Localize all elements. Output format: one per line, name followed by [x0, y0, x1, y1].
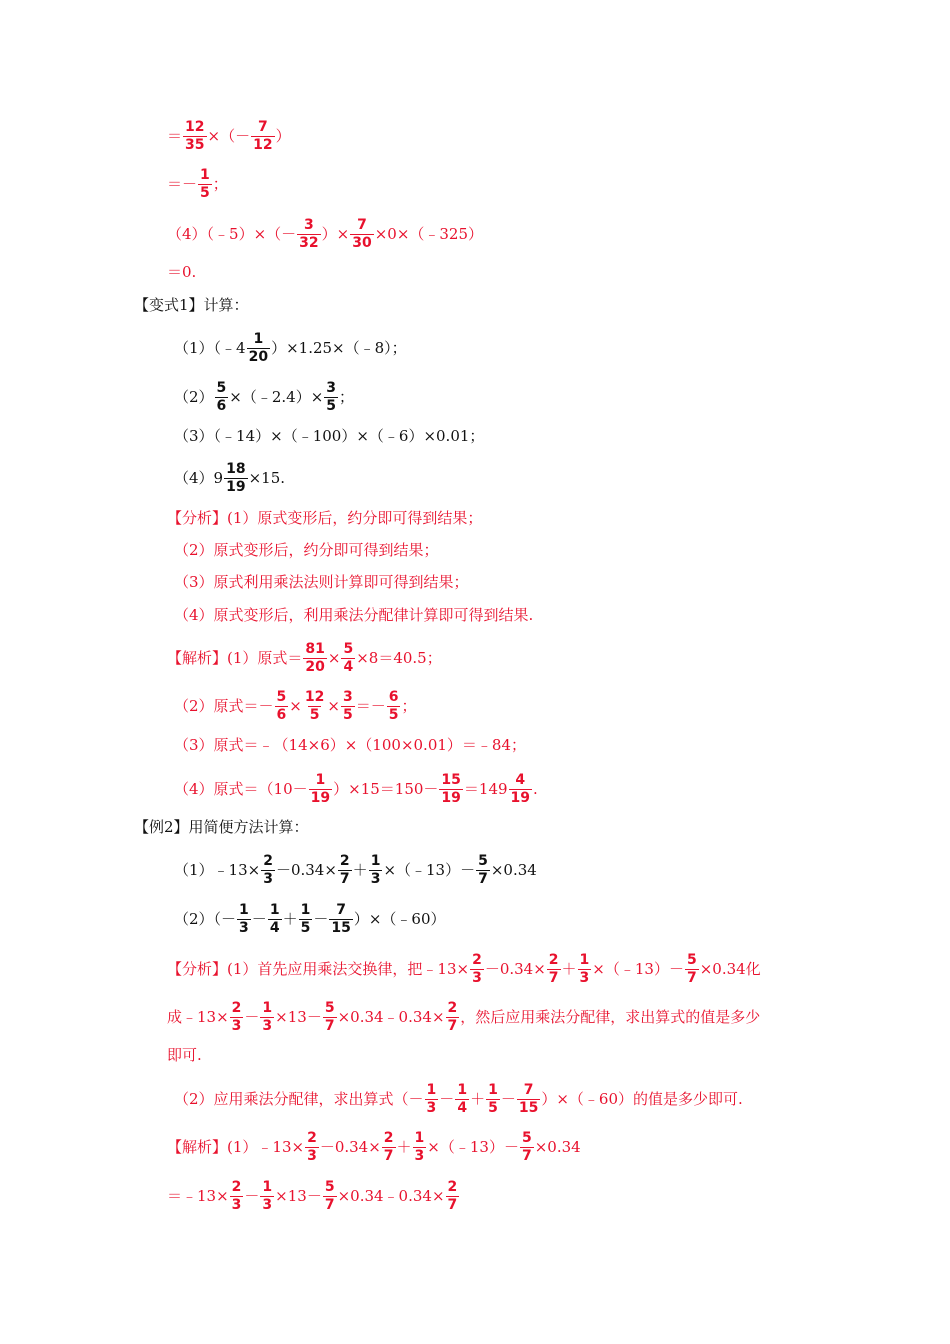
fraction-denominator: 7 [686, 969, 697, 986]
text-line [174, 854, 537, 887]
fraction [329, 903, 352, 936]
fraction [230, 1001, 244, 1034]
fraction-denominator: 7 [548, 969, 559, 986]
fraction-denominator: 35 [185, 136, 205, 153]
text-run: （2） [174, 387, 214, 406]
text-line [167, 953, 761, 986]
text-run: ×13－ [275, 1186, 322, 1205]
text-run: 【解析】(1）﹣13× [167, 1137, 305, 1156]
fraction-numerator: 1 [426, 1081, 437, 1098]
fraction [446, 1180, 460, 1213]
fraction [261, 854, 275, 887]
fraction [382, 1131, 396, 1164]
text-run: － [439, 1089, 455, 1108]
fraction-denominator: 19 [310, 789, 331, 806]
fraction-denominator: 5 [300, 919, 311, 936]
text-run: × [289, 696, 302, 715]
text-run: × [327, 648, 341, 667]
fraction-denominator: 12 [253, 136, 273, 153]
text-line [167, 218, 483, 251]
text-line [134, 817, 309, 836]
fraction-numerator: 2 [263, 852, 273, 869]
text-run: （2）原式变形后，约分即可得到结果； [174, 540, 439, 559]
text-run: ×0.34 [534, 1137, 581, 1156]
fraction-numerator: 5 [521, 1129, 532, 1146]
text-run: －0.34× [484, 959, 546, 978]
text-line [167, 1131, 581, 1164]
fraction [517, 1083, 540, 1116]
fraction-numerator: 2 [307, 1129, 317, 1146]
fraction [387, 690, 401, 723]
fraction-numerator: 5 [324, 999, 335, 1016]
fraction-numerator: 15 [441, 771, 461, 788]
text-run: （1）﹣13× [174, 860, 261, 879]
text-run: （3）原式＝﹣（14×6）×（100×0.01）＝﹣84； [174, 735, 526, 754]
text-run: 【解析】(1）原式＝ [167, 648, 303, 667]
fraction-numerator: 1 [262, 1178, 273, 1195]
fraction [341, 642, 355, 675]
fraction [303, 690, 326, 723]
fraction-denominator: 4 [457, 1099, 468, 1116]
fraction-numerator: 1 [200, 166, 210, 183]
fraction-numerator: 3 [304, 216, 314, 233]
fraction-denominator: 3 [370, 870, 381, 887]
text-run: 【变式1】计算： [134, 295, 249, 314]
fraction-denominator: 3 [414, 1147, 425, 1164]
fraction [476, 854, 490, 887]
text-line [174, 462, 285, 495]
fraction-denominator: 5 [342, 706, 353, 723]
fraction-denominator: 20 [305, 658, 325, 675]
text-line [174, 381, 354, 414]
fraction-numerator: 1 [579, 951, 590, 968]
text-run: ＋ [561, 959, 577, 978]
text-run: ＋ [282, 909, 298, 928]
fraction-numerator: 1 [239, 901, 249, 918]
text-line [174, 540, 439, 559]
text-line [167, 262, 197, 281]
fraction-numerator: 7 [523, 1081, 534, 1098]
text-run: ）×15＝150－ [333, 779, 439, 798]
text-run: （2）原式＝－ [174, 696, 274, 715]
fraction [369, 854, 383, 887]
fraction [578, 953, 592, 986]
fraction-denominator: 7 [478, 870, 488, 887]
fraction-denominator: 7 [339, 870, 350, 887]
fraction [455, 1083, 469, 1116]
text-run: － [244, 1007, 260, 1026]
fraction-denominator: 5 [488, 1099, 498, 1116]
text-run: ×15. [248, 468, 286, 487]
fraction [260, 1001, 274, 1034]
text-run: （3）原式利用乘法法则计算即可得到结果； [174, 572, 469, 591]
text-run: ＝－ [167, 174, 198, 193]
fraction-denominator: 4 [343, 658, 354, 675]
text-line [174, 773, 538, 806]
text-line [167, 508, 483, 527]
fraction-numerator: 81 [305, 640, 325, 657]
text-run: ； [212, 174, 228, 193]
fraction [237, 903, 251, 936]
fraction [486, 1083, 500, 1116]
fraction [251, 120, 274, 153]
fraction [425, 1083, 439, 1116]
fraction [323, 1001, 337, 1034]
text-run: （4）原式＝（10－ [174, 779, 308, 798]
fraction-numerator: 7 [336, 901, 346, 918]
fraction [520, 1131, 534, 1164]
fraction-numerator: 1 [457, 1081, 468, 1098]
fraction-numerator: 5 [216, 379, 227, 396]
fraction [685, 953, 699, 986]
fraction [341, 690, 355, 723]
fraction-numerator: 1 [414, 1129, 425, 1146]
text-run: ×0.34﹣0.34× [337, 1186, 445, 1205]
fraction [297, 218, 320, 251]
fraction [413, 1131, 427, 1164]
fraction-denominator: 19 [226, 478, 246, 495]
fraction-numerator: 5 [478, 852, 488, 869]
text-line [174, 690, 416, 723]
fraction-denominator: 19 [441, 789, 461, 806]
fraction [446, 1001, 460, 1034]
fraction-numerator: 2 [383, 1129, 394, 1146]
fraction-numerator: 5 [276, 688, 287, 705]
text-line [134, 295, 249, 314]
fraction [275, 690, 289, 723]
fraction-numerator: 18 [226, 460, 246, 477]
text-run: （2）应用乘法分配律，求出算式（－ [174, 1089, 424, 1108]
fraction-denominator: 5 [388, 706, 399, 723]
text-line [174, 735, 526, 754]
text-run: ＝﹣13× [167, 1186, 229, 1205]
text-run: － [500, 1089, 516, 1108]
text-line [167, 120, 291, 153]
text-run: ）×1.25×（﹣8）； [271, 338, 407, 357]
fraction-numerator: 12 [304, 688, 325, 705]
fraction-numerator: 1 [262, 999, 273, 1016]
fraction-numerator: 5 [324, 1178, 335, 1195]
fraction-denominator: 7 [447, 1017, 458, 1034]
fraction-numerator: 5 [343, 640, 354, 657]
fraction [247, 332, 270, 365]
fraction-numerator: 5 [686, 951, 697, 968]
fraction-numerator: 1 [269, 901, 280, 918]
fraction-denominator: 3 [239, 919, 249, 936]
fraction-numerator: 12 [185, 118, 205, 135]
fraction-denominator: 3 [262, 1017, 273, 1034]
fraction-denominator: 15 [331, 919, 351, 936]
text-run: ×13－ [275, 1007, 322, 1026]
text-run: ＋ [352, 860, 368, 879]
text-run: ） [275, 126, 291, 145]
fraction [305, 1131, 319, 1164]
text-run: －0.34× [319, 1137, 381, 1156]
text-run: ×8＝40.5； [356, 648, 442, 667]
fraction-denominator: 5 [326, 397, 337, 414]
text-run: ×0.34﹣0.34× [337, 1007, 445, 1026]
fraction-denominator: 15 [518, 1099, 539, 1116]
fraction-denominator: 3 [579, 969, 590, 986]
text-run: ，然后应用乘法分配律，求出算式的值是多少 [460, 1007, 761, 1026]
fraction [470, 953, 484, 986]
fraction [547, 953, 561, 986]
text-run: （4）9 [174, 468, 224, 487]
fraction-denominator: 3 [263, 870, 273, 887]
fraction-numerator: 3 [342, 688, 353, 705]
text-run: ×0.34化 [699, 959, 761, 978]
fraction-numerator: 1 [488, 1081, 498, 1098]
text-run: ＋ [396, 1137, 412, 1156]
text-line [174, 605, 534, 624]
fraction-numerator: 2 [447, 1178, 458, 1195]
fraction-numerator: 1 [253, 330, 264, 347]
fraction-denominator: 19 [510, 789, 531, 806]
fraction [350, 218, 373, 251]
fraction-denominator: 3 [231, 1196, 242, 1213]
fraction-denominator: 3 [472, 969, 482, 986]
text-run: ＝0. [167, 262, 197, 281]
text-run: ×（﹣13）－ [592, 959, 684, 978]
fraction [509, 773, 532, 806]
text-run: ； [401, 696, 417, 715]
text-run: ＋ [470, 1089, 486, 1108]
fraction-numerator: 2 [231, 999, 242, 1016]
fraction-denominator: 32 [299, 234, 319, 251]
fraction-denominator: 6 [216, 397, 227, 414]
text-run: ×（﹣2.4）× [229, 387, 324, 406]
text-run: ）× [321, 224, 350, 243]
text-run: ×（﹣13）－ [427, 1137, 519, 1156]
text-run: （1）（﹣4 [174, 338, 246, 357]
text-line [174, 1083, 743, 1116]
text-line [174, 332, 407, 365]
fraction-denominator: 7 [447, 1196, 458, 1213]
text-run: ＝ [167, 126, 183, 145]
fraction-denominator: 20 [248, 348, 269, 365]
fraction [183, 120, 206, 153]
fraction-denominator: 7 [521, 1147, 532, 1164]
text-run: ＝－ [355, 696, 386, 715]
text-line [167, 1001, 760, 1034]
fraction-denominator: 7 [324, 1017, 335, 1034]
text-run: 即可. [167, 1045, 202, 1064]
fraction-denominator: 3 [262, 1196, 273, 1213]
text-run: － [251, 909, 267, 928]
text-run: ×（﹣13）－ [383, 860, 476, 879]
fraction [323, 1180, 337, 1213]
fraction-denominator: 30 [352, 234, 372, 251]
fraction-denominator: 7 [324, 1196, 335, 1213]
fraction-numerator: 2 [548, 951, 559, 968]
fraction [260, 1180, 274, 1213]
text-line [174, 903, 445, 936]
text-run: ； [339, 387, 355, 406]
text-run: × [327, 696, 340, 715]
text-run: ×0.34 [490, 860, 537, 879]
fraction-numerator: 2 [339, 852, 350, 869]
text-line [167, 168, 228, 201]
text-run: 【分析】(1）原式变形后，约分即可得到结果； [167, 508, 483, 527]
text-line [167, 642, 442, 675]
fraction [309, 773, 332, 806]
fraction-numerator: 1 [300, 901, 311, 918]
text-run: 【例2】用简便方法计算： [134, 817, 309, 836]
fraction [215, 381, 229, 414]
fraction [198, 168, 212, 201]
text-run: 成﹣13× [167, 1007, 229, 1026]
text-run: ）×（﹣60） [353, 909, 446, 928]
text-run: （4）原式变形后，利用乘法分配律计算即可得到结果. [174, 605, 534, 624]
text-run: －0.34× [275, 860, 337, 879]
text-run: （4）（﹣5）×（－ [167, 224, 297, 243]
text-run: （2）（－ [174, 909, 237, 928]
text-run: ×（－ [207, 126, 251, 145]
fraction-numerator: 2 [472, 951, 482, 968]
fraction-numerator: 1 [370, 852, 381, 869]
fraction-denominator: 5 [200, 184, 210, 201]
fraction-denominator: 6 [276, 706, 287, 723]
fraction-denominator: 5 [309, 706, 320, 723]
fraction [439, 773, 462, 806]
text-run: ＝149 [463, 779, 508, 798]
text-run: － [313, 909, 329, 928]
fraction [324, 381, 338, 414]
fraction-denominator: 3 [231, 1017, 242, 1034]
fraction-denominator: 3 [307, 1147, 317, 1164]
fraction-numerator: 7 [357, 216, 367, 233]
text-run: （3）（﹣14）×（﹣100）×（﹣6）×0.01； [174, 426, 485, 445]
fraction-denominator: 7 [383, 1147, 394, 1164]
fraction-denominator: 4 [269, 919, 280, 936]
fraction [303, 642, 326, 675]
text-run: . [533, 779, 538, 798]
fraction-numerator: 4 [515, 771, 526, 788]
fraction-numerator: 1 [315, 771, 326, 788]
fraction [230, 1180, 244, 1213]
fraction-numerator: 2 [231, 1178, 242, 1195]
fraction [299, 903, 313, 936]
fraction-numerator: 3 [326, 379, 337, 396]
text-run: ）×（﹣60）的值是多少即可. [541, 1089, 743, 1108]
text-run: － [244, 1186, 260, 1205]
fraction-numerator: 6 [388, 688, 399, 705]
fraction-numerator: 2 [447, 999, 458, 1016]
fraction [338, 854, 352, 887]
fraction-numerator: 7 [257, 118, 268, 135]
text-line [174, 572, 469, 591]
text-line [167, 1180, 460, 1213]
text-line [174, 426, 485, 445]
fraction-denominator: 3 [426, 1099, 437, 1116]
text-run: 【分析】(1）首先应用乘法交换律，把﹣13× [167, 959, 470, 978]
text-line [167, 1045, 202, 1064]
text-run: ×0×（﹣325） [374, 224, 484, 243]
fraction [268, 903, 282, 936]
fraction [224, 462, 247, 495]
